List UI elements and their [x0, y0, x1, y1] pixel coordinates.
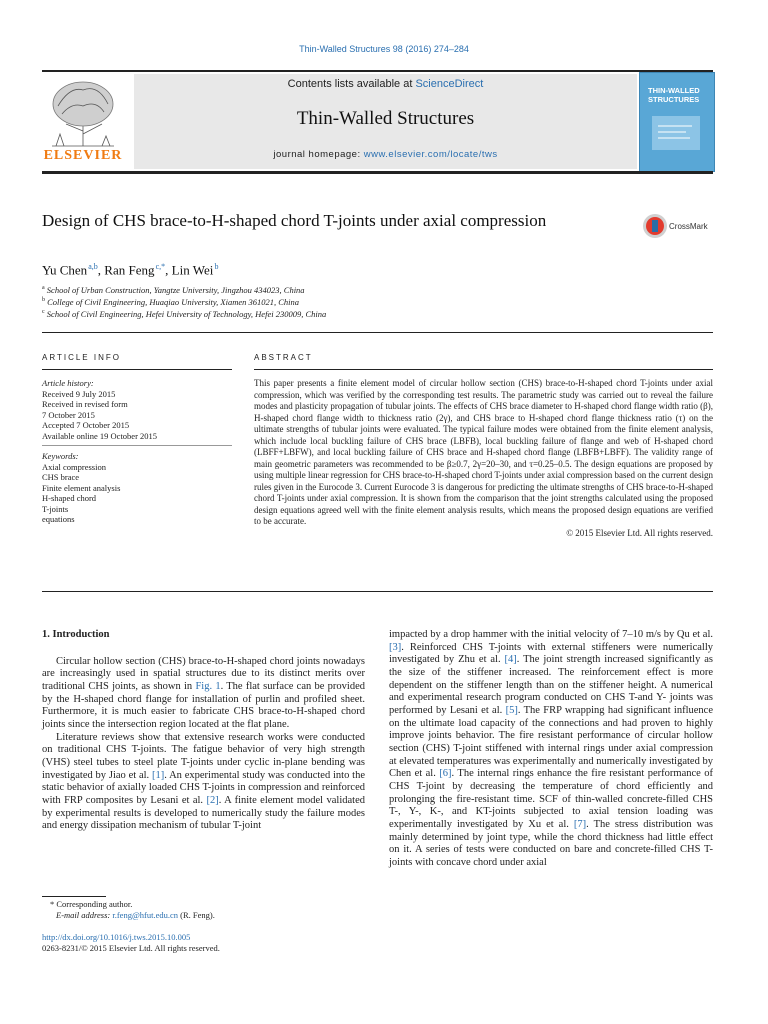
- paragraph-text: impacted by a drop hammer with the initial velocity of 7–10 m/s by Qu et al.: [389, 629, 713, 640]
- paragraph: [42, 656, 365, 732]
- journal-citation[interactable]: Thin-Walled Structures 98 (2016) 274–284: [299, 44, 469, 54]
- author-separator: ,: [165, 262, 172, 278]
- affiliation-text: School of Civil Engineering, Hefei University of Technology, Hefei 230009, China: [46, 309, 327, 319]
- divider: [42, 445, 232, 446]
- affiliation-text: College of Civil Engineering, Huaqiao University, Xiamen 361021, China: [47, 297, 300, 307]
- abstract-heading: ABSTRACT: [254, 353, 313, 362]
- divider: [42, 369, 232, 370]
- article-history: [42, 378, 232, 441]
- history-item: Received in revised form: [42, 399, 128, 409]
- author-separator: ,: [97, 262, 105, 278]
- author-affiliation-sup[interactable]: c,*: [155, 262, 166, 271]
- author-list: [42, 262, 218, 278]
- journal-cover-title: THIN-WALLED STRUCTURES: [648, 86, 700, 104]
- elsevier-wordmark: ELSEVIER: [43, 148, 123, 163]
- paragraph-text: . The stress distribution was mainly determined by joint type, while the chord thickness had little effect on it. A series of tests were conducted on bare and concrete-filled CHS T-joints with concave chord under axial: [389, 818, 713, 868]
- paragraph-text: . Reinforced CHS T-joints with external stiffeners were numerically investigated by Zhu et al.: [389, 641, 713, 666]
- history-item: Accepted 7 October 2015: [42, 420, 130, 430]
- history-item: 7 October 2015: [42, 409, 95, 420]
- header-bottom-rule: [42, 171, 713, 174]
- keyword: H-shaped chord: [42, 493, 97, 503]
- email-link[interactable]: r.feng@hfut.edu.cn: [112, 909, 179, 920]
- paragraph-text: . The FRP wrapping had significant influence on the ultimate load capacity of the connections and had proven to highly improve joints behavior. The fire resistant performance of circular hollow section (CHS) T-joint stiffened with internal rings under axial compression at elevated temperatures was experimentally and numerically investigated by Chen et al.: [389, 704, 713, 780]
- paragraph-text: . The flat surface can be provided by the H-shaped chord flange for installation of purlin and profiled sheet. Furthermore, it is much easier to fabricate CHS brace-to-H-shaped chord joints since the intersection region located at the flat plane.: [42, 680, 365, 730]
- paragraph-text: . A finite element model validated by experimental results is developed to numerically study the failure modes and energy dissipation mechanism of tubular T-joint: [42, 794, 365, 832]
- paragraph-text: . An experimental study was conducted into the static behavior of axially loaded CHS T-joints in compression and reinforced with FRP composites by Lesani et al.: [42, 769, 365, 806]
- reference-link[interactable]: [3]: [389, 641, 402, 653]
- paragraph-text: . The joint strength increased significantly as the size of the stiffener increased. The reinforcement effect is more dependent on the stiffener length than on the stiffener height. A numerical and experimental research program conducted on CHS T-and Y- joints was performed by Lesani et al.: [389, 654, 714, 716]
- reference-link[interactable]: [4]: [504, 654, 517, 666]
- email-suffix: (R. Feng).: [178, 909, 215, 920]
- reference-link[interactable]: [2]: [206, 794, 219, 806]
- abstract-text: This paper presents a finite element model of circular hollow section (CHS) brace-to-H-shaped chord T-joints under axial compression, which was verified by the corresponding test results. The parametric study was carried out to reveal the failure modes and plasticity propagation of tubular joints. The effects of CHS brace diameter to H-shaped chord flange width ratio (β), H-shaped chord flange width to thickness ratio (2γ), and CHS brace to H-shaped chord flange thickness ratio (τ) on the ultimate strengths of tubular joints were evaluated. The typical failure modes were obtained from the finite element analysis, which include local buckling failure of CHS brace (LBFB), local buckling failure of flange and web of H-shaped chord (LBFF+LBFW), and local buckling failure of CHS brace and H-shaped chord flange (LBFB+LBFF). The validity range of main geometric parameters was recommended to be β≥0.7, 2γ=20–30, and τ=0.25–0.5. The design equations are proposed by using multiple linear regression for CHS brace-to-H-shaped chord T-joints under axial compression based on the current design rules given in the Eurocode 3. Current Eurocode 3 is dangerous for predicting the ultimate strengths of CHS brace-to-H-shaped chord T-joints under axial compression. It is shown from the comparison that the joint strengths calculated using the proposed design equations agreed well with the finite element analysis results, which means the proposed design equations are verified to be accurate.: [254, 378, 713, 526]
- reference-link[interactable]: [6]: [439, 768, 452, 780]
- paragraph: [389, 629, 713, 869]
- footnote-rule: [42, 896, 106, 897]
- divider: [254, 369, 713, 370]
- history-item: Available online 19 October 2015: [42, 430, 158, 441]
- divider: [42, 332, 713, 333]
- paragraph-text: . The internal rings enhance the fire resistant performance of CHS T-joint by decreasing the temperature of chord efficiently and prolonging the fire-resistant time. SCF of thin-walled concrete-filled CHS T-, Y-, K-, and KT-joints subjected to axial tension loading was experimentally investigated by Xu et al.: [389, 768, 713, 830]
- author-affiliation-sup[interactable]: a,b: [88, 262, 98, 271]
- keywords-label: Keywords:: [42, 451, 79, 461]
- journal-title: Thin-Walled Structures: [296, 108, 475, 129]
- reference-link[interactable]: Fig. 1: [195, 680, 221, 692]
- corresponding-author: * Corresponding author.: [50, 899, 133, 909]
- affiliation-text: School of Urban Construction, Yangtze University, Jingzhou 434023, China: [46, 285, 305, 295]
- paragraph-text: Circular hollow section (CHS) brace-to-H-shaped chord joints nowadays are increasingly used in spatial structures due to its distinct merits over traditional CHS joints, as shown in: [42, 655, 365, 692]
- cover-artwork: [648, 110, 704, 160]
- article-info-heading: ARTICLE INFO: [42, 353, 121, 362]
- reference-link[interactable]: [5]: [505, 704, 518, 716]
- sciencedirect-link[interactable]: ScienceDirect: [415, 78, 484, 90]
- homepage-link[interactable]: www.elsevier.com/locate/tws: [363, 149, 498, 160]
- affiliation: [42, 285, 305, 295]
- abstract-body: [254, 378, 713, 539]
- right-paragraphs: [389, 629, 713, 869]
- left-paragraphs: [42, 656, 365, 833]
- body-left-column: [42, 629, 365, 833]
- history-label: Article history:: [42, 378, 94, 388]
- author-name[interactable]: Lin Wei: [171, 262, 214, 278]
- header-top-rule: [42, 70, 713, 72]
- section-heading: 1. Introduction: [42, 629, 110, 640]
- doi-block: [42, 932, 372, 953]
- affiliation-sup: a: [42, 285, 45, 292]
- footnote: [42, 899, 372, 920]
- keywords: [42, 451, 232, 525]
- paragraph-text: Literature reviews show that extensive research works were conducted on traditional CHS T-joints. The fatigue behavior of very high strength (VHS) steel tubes to steel plate T-joints under cyclic in-plane bending was investigated by Jiao et al.: [42, 731, 365, 781]
- reference-link[interactable]: [1]: [151, 769, 165, 781]
- author-name[interactable]: Yu Chen: [42, 262, 88, 278]
- homepage-prefix: journal homepage:: [273, 149, 364, 160]
- keyword: equations: [42, 514, 75, 524]
- paragraph: [42, 732, 365, 833]
- affiliation: [42, 309, 326, 319]
- abstract-copyright: © 2015 Elsevier Ltd. All rights reserved.: [566, 527, 713, 538]
- affiliation-sup: c: [42, 309, 45, 316]
- crossmark-label[interactable]: CrossMark: [669, 222, 708, 231]
- affiliation-sup: b: [42, 297, 45, 304]
- keyword: Axial compression: [42, 461, 106, 472]
- reference-link[interactable]: [7]: [573, 818, 587, 830]
- author-affiliation-sup[interactable]: b: [214, 262, 219, 271]
- contents-line: [134, 78, 637, 90]
- body-right-column: [389, 629, 713, 869]
- keyword: T-joints: [42, 503, 69, 514]
- affiliation: [42, 297, 299, 307]
- doi-link[interactable]: http://dx.doi.org/10.1016/j.tws.2015.10.005: [42, 932, 191, 942]
- article-title: Design of CHS brace-to-H-shaped chord T-joints under axial compression: [42, 211, 547, 230]
- issn-line: 0263-8231/© 2015 Elsevier Ltd. All rights reserved.: [42, 942, 220, 953]
- divider: [42, 591, 713, 592]
- author-name[interactable]: Ran Feng: [104, 262, 155, 278]
- contents-prefix: Contents lists available at: [287, 78, 416, 90]
- email-line: [42, 910, 372, 921]
- keyword: CHS brace: [42, 472, 80, 482]
- email-label: E-mail address:: [56, 909, 113, 920]
- history-item: Received 9 July 2015: [42, 388, 116, 399]
- keyword: Finite element analysis: [42, 482, 121, 493]
- journal-homepage: [134, 149, 637, 160]
